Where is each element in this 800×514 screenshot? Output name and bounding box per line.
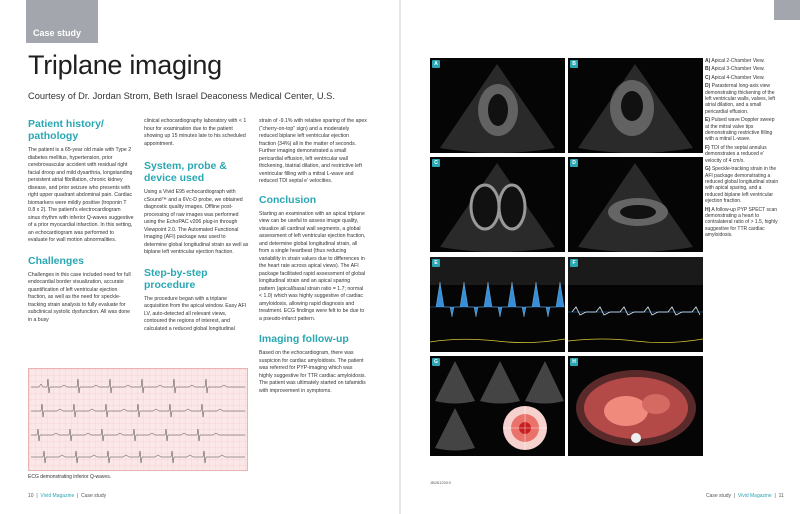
panel-label: F [570,259,578,267]
panel-label: A [432,60,440,68]
system-heading: System, probe & device used [144,160,227,184]
step-heading: Step-by-step procedure [144,266,208,291]
panel-g-strain [430,356,565,456]
ecg-caption: ECG demonstrating inferior Q-waves. [28,474,112,480]
left-footer-page: 10 [28,493,34,499]
column-2 [144,118,249,339]
legend-item-b: B) Apical 3-Chamber View. [705,66,765,73]
ecg-trace [29,369,247,470]
step-text: The procedure began with a triplane acquisition from the apical window. Easy AFI LV, auto-detected all relevant views, contoured the regions of interest, and calculated a reduced global longitudinal [144,295,247,332]
system-text: Using a Vivid E95 echocardiograph with cSound™ and a 6Vc-D probe, we obtained diagnostic quality images. Offline post-processing of raw images was performed using the EchoPAC v206 plug-in through Viewpoint 2.0. The Automated Functional Imaging (AFI) package was used to determine global longitudinal strain as well as biplane left ventricular ejection fraction. [144,189,249,255]
legend-item-e: E) Pulsed wave Doppler sweep at the mitral valve tips demonstrating restrictive filling with a mitral L-wave. [705,117,775,143]
courtesy-line: Courtesy of Dr. Jordan Strom, Beth Israel Deaconess Medical Center, U.S. [28,91,335,101]
strain-bullseye [430,356,565,456]
section-tab [26,0,98,43]
history-heading: Patient history/ pathology [28,118,104,142]
echo-sector-icon [568,157,703,252]
right-footer-magazine: Vivid Magazine [737,493,772,499]
legend-item-h: H) A follow-up PYP SPECT scan demonstrating a heart to contralateral ratio of > 1.5, highly suggestive for TTR cardiac amyloidosis. [705,206,778,239]
panel-label: G [432,358,440,366]
panel-f-tdi [568,257,703,352]
legend-item-c: C) Apical 4-Chamber View. [705,74,765,81]
panel-e-doppler [430,257,565,352]
panel-label: C [432,159,440,167]
figure-legend [705,58,780,241]
col2-intro: clinical echocardiography laboratory with < 1 hour for examination due to the patient showing up 15 minutes late to his scheduled appointment. [144,118,247,147]
panel-label: B [570,60,578,68]
followup-heading: Imaging follow-up [259,333,349,345]
legend-item-d: D) Parasternal long-axis view demonstrating thickening of the left ventricular walls, valves, left atrial dilation, and a small pericardial effusion. [705,83,776,115]
article-title: Triplane imaging [28,50,222,80]
panel-label: E [432,259,440,267]
conclusion-heading: Conclusion [259,193,317,206]
right-footer-page: 11 [778,493,784,499]
panel-a-apical-2ch [430,58,565,153]
echo-sector-icon [568,58,703,153]
section-tab-label: Case study [33,28,82,38]
corner-tab [774,0,800,20]
left-footer: 10 | Vivid Magazine | Case study [28,493,107,499]
tdi-waveform [568,257,703,352]
legend-item-g: G) Speckle-tracking strain in the AFI package demonstrating a reduced global longitudinal strain with apical sparing, and a reduced biplane left ventricular ejection fraction. [705,166,779,205]
panel-b-apical-3ch [568,58,703,153]
legend-item-f: F) TDI of the septal annulus demonstrates a reduced e’ velocity of 4 cm/s. [705,144,767,164]
left-footer-section: Case study [81,493,107,499]
followup-text: Based on the echocardiogram, there was suspicion for cardiac amyloidosis. The patient was referred for PYP-imaging which was highly suggestive for TTR cardiac amyloidosis. The patient was ultimately started on tafamidis with improvement in symptoms. [259,350,366,394]
echo-sector-icon [430,157,565,252]
legend-item-a: A) Apical 2-Chamber View. [705,58,765,64]
spect-scan [568,356,703,456]
panel-d-parasternal [568,157,703,252]
panel-label: H [570,358,578,366]
column-1 [28,118,134,330]
panel-c-apical-4ch [430,157,565,252]
doppler-waveform [430,257,565,352]
right-footer-section: Case study [706,493,732,499]
challenges-heading: Challenges [28,254,85,267]
panel-h-pyp-spect [568,356,703,456]
left-footer-magazine: Vivid Magazine [40,493,75,499]
column-3 [259,118,367,401]
right-footer: Case study | Vivid Magazine | 11 [706,493,784,499]
challenges-text: Challenges in this case included need for full endocardial border visualization, accurate quantification of left ventricular ejection fraction, as well as the need for speckle-tracking strain analysis to fully evaluate for subclinical systolic dysfunction. All was done in a busy [28,271,131,323]
col3-intro: strain of -9.1% with relative sparing of the apex (“cherry-on-top” sign) and a moderately reduced biplane left ventricular ejection fraction (34%) all in the matter of seconds. Further imaging demonstrated a small pericardial effusion, left ventricular wall thickening, biatrial dilation, and restrictive left ventricular filling with a mitral L-wave and reduced TDI septal e’ velocities. [259,118,367,184]
ecg-image [28,368,248,471]
conclusion-text: Starting an examination with an apical triplane view can be useful to assess image quality, visualize all cardinal wall segments, a global assessment of left ventricular ejection fraction, and determine global longitudinal strain, all from a single heartbeat (thus reducing variability in strain values due to differences in the heart rate across apical views). The AFI package facilitated rapid assessment of global longitudinal strain and an apical sparing pattern (apical/basal strain ratio = 1.7; normal < 1.0) which was highly suggestive of cardiac amyloidosis, allowing rapid diagnosis and treatment. ECG findings were felt to be due to a pseudo-infarct pattern. [259,210,366,322]
panel-label: D [570,159,578,167]
echo-sector-icon [430,58,565,153]
panel-id: JB26120XX [430,480,452,485]
history-text: The patient is a 65-year old male with Type 2 diabetes mellitus, hypertension, prior cerebrovascular accident with residual right facial droop and mild dysarthria, longstanding persistent atrial fibrillation, chronic kidney disease, and prior seizure who presents with right upper quadrant abdominal pain. Cardiac biomarkers were mildly positive (troponin T 0.8 x 2). The patient's electrocardiogram sinus rhythm with inferior Q-waves suggestive of a prior myocardial infarction. In this setting, an echocardiogram was performed to evaluate for wall motion abnormalities. [28,147,134,243]
